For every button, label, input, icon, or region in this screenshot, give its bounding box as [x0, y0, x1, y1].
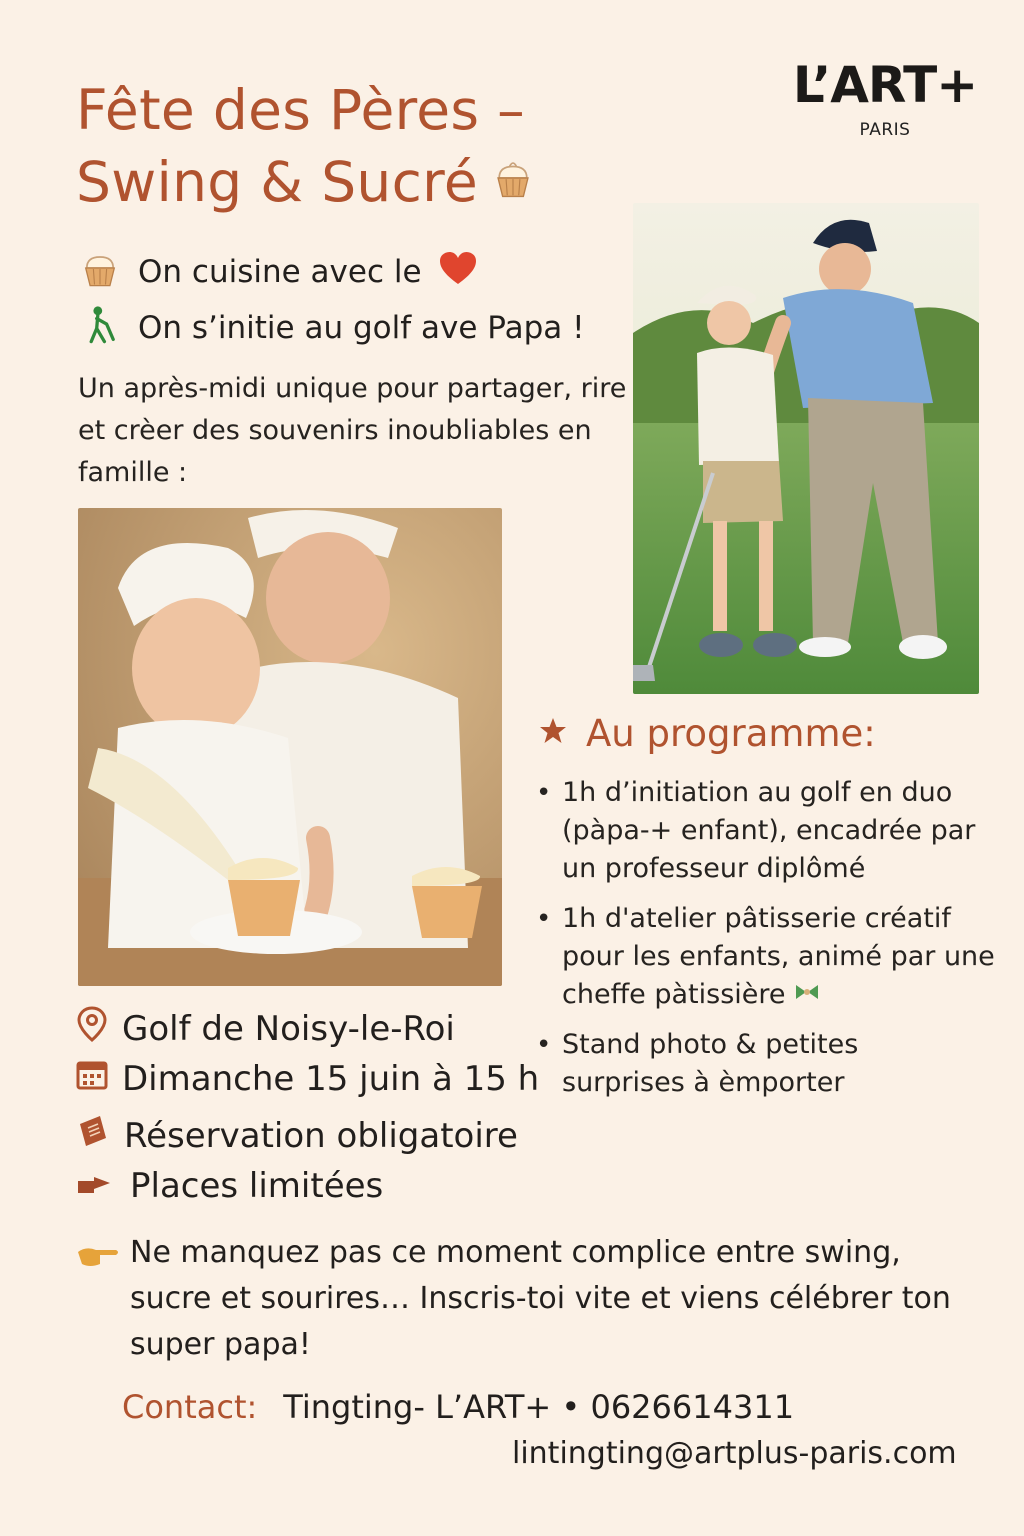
event-reservation [76, 1114, 518, 1157]
event-location [76, 1006, 455, 1051]
bullet-golf [78, 302, 585, 354]
golf-photo [633, 203, 979, 694]
closing-text: Ne manquez pas ce moment complice entre swing, sucre et sourires… Inscris-toi vite et viens célébrer ton super papa! [130, 1235, 951, 1362]
event-date [76, 1058, 539, 1099]
closing-message [76, 1230, 976, 1368]
golfer-icon [78, 302, 122, 354]
pointing-hand-icon [76, 1166, 112, 1206]
program-item-line1: 1h d’initiation au golf en duo [562, 777, 953, 808]
heart-icon [438, 250, 478, 294]
pointing-hand-icon [76, 1230, 120, 1368]
program-item-line1: 1h d'atelier pâtisserie créatif [562, 903, 951, 934]
bow-icon [794, 979, 820, 1010]
program-list [536, 774, 1006, 1114]
bullet-text: On cuisine avec le [138, 254, 422, 290]
event-places [76, 1166, 383, 1206]
contact-value: Tingting- L’ART+ • 0626614311 [283, 1388, 795, 1426]
bullet-dot: • [536, 778, 552, 808]
cupcake-icon [78, 246, 122, 298]
baking-photo [78, 508, 502, 986]
bullet-cooking [78, 246, 478, 298]
contact-line [122, 1388, 794, 1426]
brand-name: L’ART+ [792, 56, 978, 114]
program-title-text: Au programme: [586, 712, 876, 755]
program-title [538, 712, 876, 755]
contact-label: Contact: [122, 1388, 258, 1426]
places-text: Places limitées [130, 1166, 384, 1206]
date-text: Dimanche 15 juin à 15 h [122, 1058, 540, 1099]
list-item [536, 774, 1006, 888]
title-line-1: Fête des Pères – [76, 78, 525, 142]
intro-text: Un après-midi unique pour partager, rire et crèer des souvenirs inoubliables en famille : [78, 373, 627, 488]
contact-email[interactable]: lintingting@artplus-paris.com [512, 1436, 957, 1471]
program-item-line1: Stand photo & petites [562, 1029, 859, 1060]
brand-city: PARIS [859, 120, 911, 140]
program-item-rest: surprises à èmporter [562, 1067, 845, 1098]
cupcake-icon [490, 146, 536, 218]
location-text: Golf de Noisy-le-Roi [122, 1008, 455, 1049]
location-pin-icon [76, 1006, 108, 1051]
list-item [536, 1026, 1006, 1102]
brand-logo [780, 56, 990, 140]
bullet-text: On s’initie au golf ave Papa ! [138, 310, 585, 346]
bullet-dot: • [536, 1030, 552, 1060]
star-icon [538, 712, 568, 755]
title-line-2: Swing & Sucré [76, 150, 478, 214]
ticket-icon [76, 1114, 110, 1157]
bullet-dot: • [536, 904, 552, 934]
page-title [76, 74, 636, 218]
program-item-rest: (pàpa-+ enfant), encadrée par un professeur diplômé [562, 815, 976, 884]
program-item-rest: pour les enfants, animé par une cheffe pàtissière [562, 941, 995, 1010]
list-item [536, 900, 1006, 1014]
calendar-icon [76, 1058, 108, 1099]
reservation-text: Réservation obligatoire [124, 1115, 518, 1156]
